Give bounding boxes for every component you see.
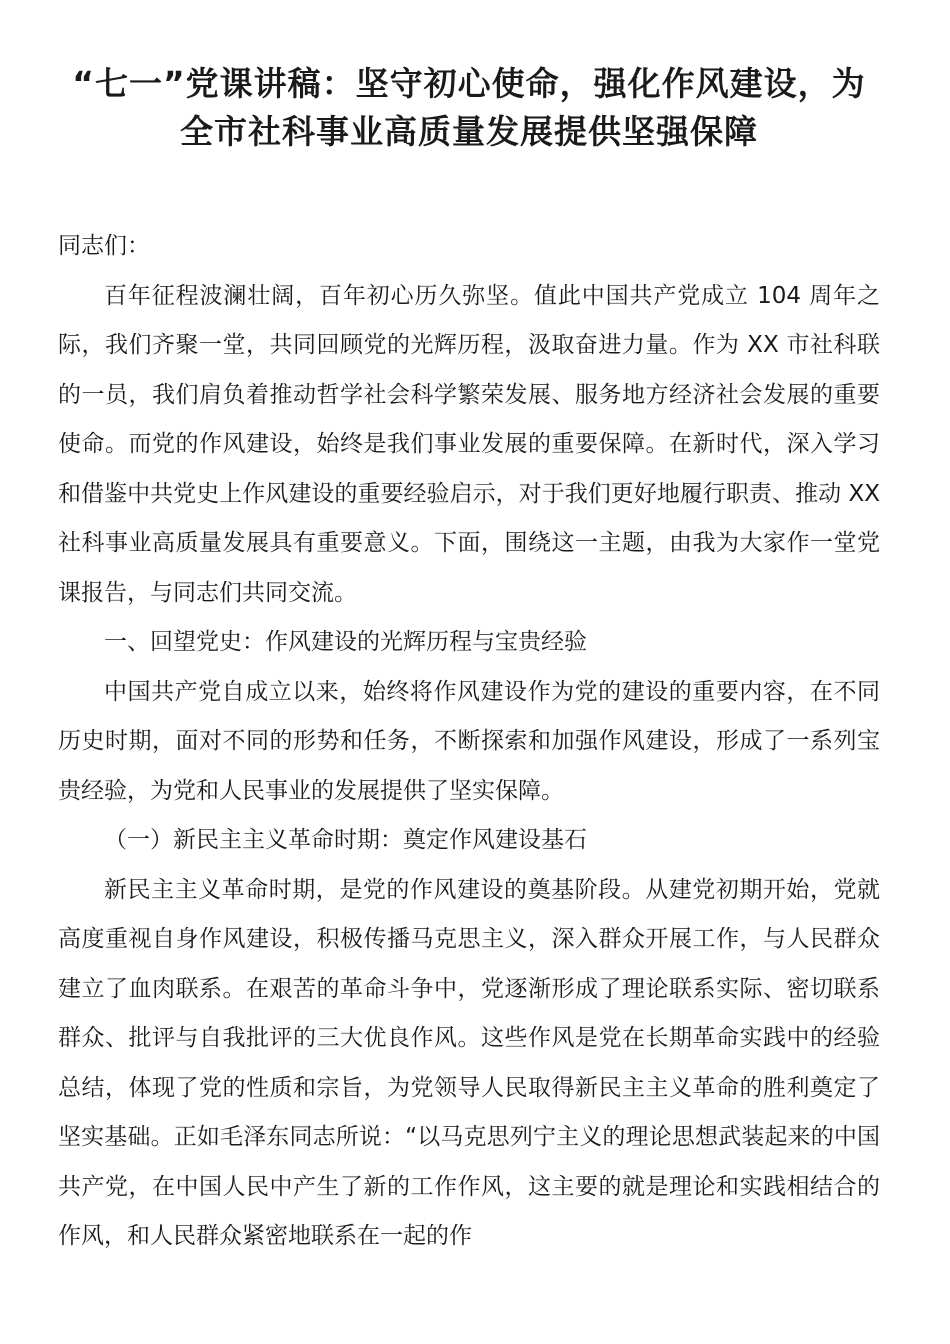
title-line-2: 全市社科事业高质量发展提供坚强保障: [180, 112, 758, 151]
section-heading-1: 一、回望党史：作风建设的光辉历程与宝贵经验: [104, 629, 587, 655]
document-title: [58, 60, 880, 156]
document-body: [58, 222, 880, 1262]
paragraph-subsection-1: 新民主主义革命时期，是党的作风建设的奠基阶段。从建党初期开始，党就高度重视自身作风建设，积极传播马克思主义，深入群众开展工作，与人民群众建立了血肉联系。在艰苦的革命斗争中，党逐渐形成了理论联系实际、密切联系群众、批评与自我批评的三大优良作风。这些作风是党在长期革命实践中的经验总结，体现了党的性质和宗旨，为党领导人民取得新民主主义革命的胜利奠定了坚实基础。正如毛泽东同志所说：“以马克思列宁主义的理论思想武装起来的中国共产党，在中国人民中产生了新的工作作风，这主要的就是理论和实践相结合的作风，和人民群众紧密地联系在一起的作: [58, 876, 880, 1249]
subsection-heading-1: （一）新民主主义革命时期：奠定作风建设基石: [104, 827, 587, 853]
salutation: 同志们：: [58, 233, 150, 259]
title-line-1: “七一”党课讲稿：坚守初心使命，强化作风建设，为: [72, 64, 866, 103]
paragraph-section-1: 中国共产党自成立以来，始终将作风建设作为党的建设的重要内容，在不同历史时期，面对不同的形势和任务，不断探索和加强作风建设，形成了一系列宝贵经验，为党和人民事业的发展提供了坚实保障。: [58, 678, 880, 804]
paragraph-intro: 百年征程波澜壮阔，百年初心历久弥坚。值此中国共产党成立 104 周年之际，我们齐聚一堂，共同回顾党的光辉历程，汲取奋进力量。作为 XX 市社科联的一员，我们肩负着推动哲学社会科学繁荣发展、服务地方经济社会发展的重要使命。而党的作风建设，始终是我们事业发展的重要保障。在新时代，深入学习和借鉴中共党史上作风建设的重要经验启示，对于我们更好地履行职责、推动 XX 社科事业高质量发展具有重要意义。下面，围绕这一主题，由我为大家作一堂党课报告，与同志们共同交流。: [58, 282, 880, 606]
